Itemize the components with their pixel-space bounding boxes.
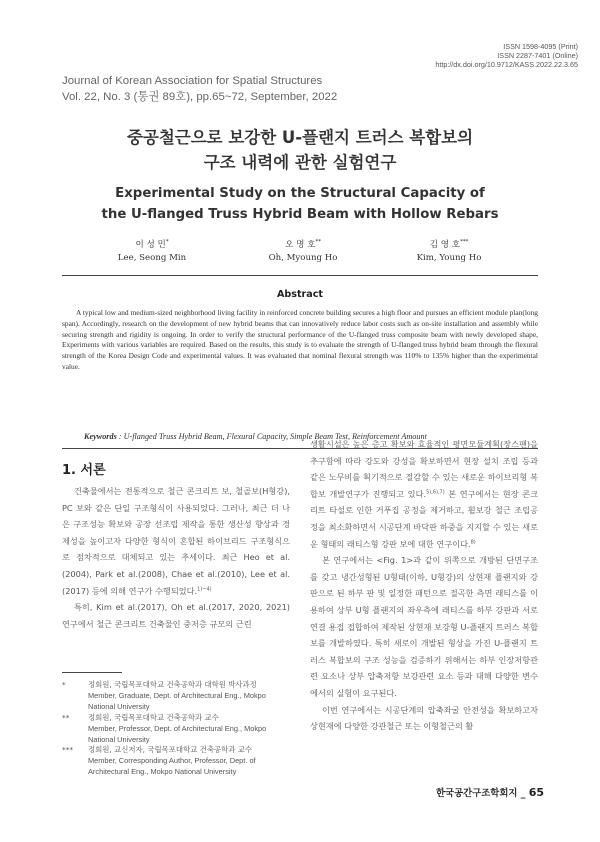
volume-line: Vol. 22, No. 3 (통권 89호), pp.65~72, September, 2022 [62,91,338,103]
author-1 [77,236,227,265]
issn-print: ISSN 1598-4095 (Print) [503,42,578,51]
footnote-3-english: Member, Corresponding Author, Professor, Dept. of Architectural Eng., Mokpo National University [88,756,256,777]
footnote-2 [62,713,290,746]
abstract-top-rule [62,275,538,276]
footnote-3-korean: 정회원, 교신저자, 국립목포대학교 건축공학과 교수 [88,745,253,755]
footer-journal: 한국공간구조학회지 _ [435,788,526,799]
journal-name: Journal of Korean Association for Spatial Structures [62,75,323,87]
footnote-1-english: Member, Graduate, Dept. of Architectural Eng., Mokpo National University [88,690,266,711]
right-paragraph-1: 생활시설은 높은 층고 확보와 효율적인 평면모듈계획(장스팬)을 추구함에 따라 강도와 강성을 확보하면서 현장 설치 조립 등과 같은 노무비를 획기적으로 절감할 수 있는 새로운 하이브리형 복합보 개발연구가 진행되고 있다.$^{5),6),7)}$ 본 연구에서는 현장 콘크리트 타설로 인한 거푸집 공정을 제거하고, 휨보강 철근 조립공정을 최소화하면서 시공단계 바닥판 하중을 지지할 수 있는 새로운 형태의 래티스형 강판 보에 대한 연구이다.$^{8)}$ [310,439,538,549]
title-english-line1: Experimental Study on the Structural Capacity of [115,186,485,201]
abstract-text: A typical low and medium-sized neighborhood living facility in reinforced concrete building secures a high floor and pursues an efficient module plan(long span). Accordingly, research on the development of new hybrid beams that can innovatively reduce labor costs such as on-site installation and assembly while securing strength and rigidity is ongoing. In order to verify the structural performance of the U-flanged truss composite beam with newly developed shape, Experiments with various variables are required. Based on the results, this study is to evaluate the strength of U-flanged truss hybrid beam through the flexural strength of the Korea Design Code and experimental values. It was evaluated that nominal flexural strength was 110% to 135% higher than the experimental value. [62,308,538,371]
author-2-english: Oh, Myoung Ho [268,252,338,263]
author-3-korean: 김 영 호 [429,239,461,250]
page-footer [436,785,544,799]
author-1-korean: 이 성 민 [135,239,166,250]
page-number: 65 [528,786,544,799]
keywords: Keywords : U-flanged Truss Hybrid Beam, Flexural Capacity, Simple Beam Test, Reinforcement Amount [84,432,427,441]
left-paragraph-2: 특히, Kim et al.(2017), Oh et al.(2017, 2020, 2021) 연구에서 철근 콘크리트 건축물인 중저층 규모의 근린 [62,602,290,629]
footnote-2-mark: ** [62,712,70,722]
left-column [62,483,290,632]
footnote-1-mark: * [62,680,66,689]
author-3-english: Kim, Young Ho [416,252,482,263]
right-paragraph-2: 본 연구에서는 <Fig. 1>과 같이 위쪽으로 개방된 단면구조를 갖고 냉간성형된 U형태(이하, U형강)의 상현재 플랜지와 강판으로 된 하부 판 및 일정한 패턴으로 절곡한 측면 래티스를 이용하여 상부 U형 플랜지의 좌우측에 래티스를 하부 강판과 서로 연결 용접 접합하여 제작된 상현재 보강형 U-플랜지 트러스 복합보를 개발하였다. 특히 새로이 개발된 형상을 가진 U-플랜지 트러스 복합보의 구조 성능을 검증하기 위해서는 하부 인장저항관련 요소나 상부 압축저항 보강관련 요소 등과 대해 다양한 변수에서의 실험이 요구된다. [310,555,538,698]
author-1-english: Lee, Seong Min [117,252,187,263]
footnotes [62,680,290,778]
left-paragraph-1: 건축물에서는 전통적으로 철근 콘크리트 보, 철골보(H형강), PC 보와 같은 단일 구조형식이 사용되었다. 그러나, 최근 더 나은 구조성능 확보와 공장 선조립 제작을 통한 생산성 향상과 경제성을 높이고자 다양한 형식이 혼합된 하이브리드 구조형식으로 점차적으로 대체되고 있는 추세이다. 최근 Heo et al.(2004), Park et al.(2008), Chae et al.(2010), Lee et al.(2017) 등에 의해 연구가 수행되었다.$^{1)\sim 4)}$ [62,486,290,596]
author-2-mark: ** [315,239,321,245]
citation-5-7: 5),6),7) [426,489,445,496]
journal-info [62,73,337,105]
footnote-2-korean: 정회원, 국립목포대학교 건축공학과 교수 [88,712,219,722]
title-english-line2: the U-flanged Truss Hybrid Beam with Hollow Rebars [101,207,499,222]
abstract-heading: Abstract [276,289,324,300]
issn-block [435,42,578,69]
author-3-mark: *** [460,239,469,245]
author-2-korean: 오 명 호 [285,239,316,250]
title-english [0,183,600,225]
footnote-1 [62,680,290,713]
section-title: 1. 서론 [62,463,106,478]
right-paragraph-3: 이번 연구에서는 시공단계의 압축좌굴 안전성을 확보하고자 상현재에 다양한 강관철근 또는 이형철근의 활 [310,704,538,732]
keywords-text: U-flanged Truss Hybrid Beam, Flexural Capacity, Simple Beam Test, Reinforcement Amount [123,432,427,441]
footnote-rule [62,672,122,673]
footnote-3-mark: *** [62,745,74,755]
title-korean-line2: 구조 내력에 관한 실험연구 [203,153,397,172]
doi-link[interactable]: http://dx.doi.org/10.9712/KASS.2022.22.3.65 [435,60,578,69]
author-3 [374,236,524,265]
keywords-label: Keywords [84,432,117,441]
citation-1-4: 1)~4) [197,585,212,592]
title-korean [0,125,600,175]
footnote-3 [62,745,290,778]
issn-online: ISSN 2287-7401 (Online) [497,51,578,60]
right-column [310,436,538,735]
author-2 [228,236,378,265]
title-korean-line1: 중공철근으로 보강한 U-플랜지 트러스 복합보의 [126,128,474,147]
footnote-1-korean: 정회원, 국립목포대학교 건축공학과 대학원 박사과정 [88,680,257,689]
author-1-mark: * [165,239,169,245]
footnote-2-english: Member, Professor, Dept. of Architectural Eng., Mokpo National University [88,723,267,744]
citation-8: 8) [470,538,476,545]
